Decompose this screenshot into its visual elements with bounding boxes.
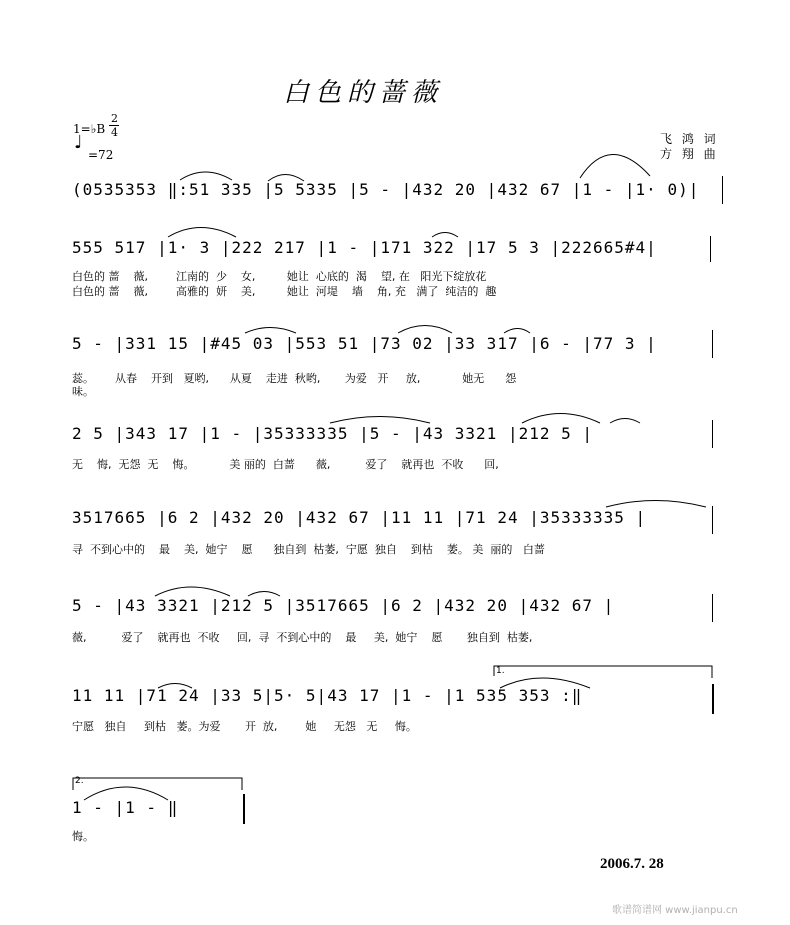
barline [712, 330, 713, 358]
slur [248, 592, 280, 597]
quarter-note-icon: ♩ [74, 132, 83, 153]
slur [610, 419, 640, 424]
barline [722, 176, 723, 204]
slur [500, 678, 590, 688]
slur [84, 787, 168, 800]
lyric-verse-1: 寻 不到心中的 最 美, 她宁 愿 独自到 枯萎, 宁愿 独自 到枯 萎。 美 丽的 白蔷 [72, 543, 545, 556]
slur [245, 328, 296, 334]
date-stamp: 2006.7. 28 [600, 856, 664, 872]
slur [398, 326, 452, 334]
lyric-verse-1: 无 悔, 无怨 无 悔。 美 丽的 白蔷 薇, 爱了 就再也 不收 回, [72, 458, 499, 471]
song-title: 白色的蔷薇 [283, 78, 444, 108]
volta-2-bracket [73, 778, 242, 790]
volta-1-label: 1. [496, 666, 505, 676]
slur [180, 172, 232, 180]
slur [606, 501, 706, 508]
barline [712, 594, 713, 622]
lyric-verse-2: 白色的 蔷 薇, 高雅的 妍 美, 她让 河堤 墙 角, 充 满了 纯洁的 趣 [72, 285, 497, 298]
time-signature-bottom: 4 [111, 126, 118, 139]
notation-row: 5 - |43 3321 |212 5 |3517665 |6 2 |432 20 |432 67 | [72, 596, 615, 615]
final-repeat-barline [712, 684, 714, 714]
lyric-verse-1: 宁愿 独自 到枯 萎。为爱 开 放, 她 无怨 无 悔。 [72, 720, 417, 733]
lyric-verse-1: 白色的 蔷 薇, 江南的 少 女, 她让 心底的 渴 望, 在 阳光下绽放花 [72, 270, 487, 283]
barline [710, 236, 711, 262]
notation-row: 1 - |1 - ‖ [72, 798, 179, 817]
notation-row: 2 5 |343 17 |1 - |35333335 |5 - |43 3321 |212 5 | [72, 424, 594, 443]
slur [158, 684, 192, 689]
notation-row: 11 11 |71 24 |33 5|5· 5|43 17 |1 - |1 535 353 :‖ [72, 686, 583, 705]
lyric-verse-1: 薇, 爱了 就再也 不收 回, 寻 不到心中的 最 美, 她宁 愿 独自到 枯萎, [72, 631, 533, 644]
slur [168, 228, 236, 238]
slur [580, 154, 650, 178]
notation-row: 5 - |331 15 |#45 03 |553 51 |73 02 |33 317 |6 - |77 3 | [72, 334, 657, 353]
lyric-verse-1: 蕊。 从春 开到 夏哟, 从夏 走进 秋哟, 为爱 开 放, 她无 怨 [72, 372, 517, 385]
barline [712, 420, 713, 448]
slur [522, 414, 600, 424]
slur [155, 587, 230, 596]
notation-row: 555 517 |1· 3 |222 217 |1 - |171 322 |17 5 3 |222665#4| [72, 238, 657, 257]
watermark: 歌谱简谱网 www.jianpu.cn [612, 905, 738, 916]
lyric-verse-2: 味。 [72, 385, 94, 398]
key-label: 1=♭B [73, 122, 106, 136]
time-signature-top: 2 [111, 112, 118, 125]
volta-2-label: 2. [75, 776, 84, 786]
slur [504, 329, 530, 334]
notation-row: (0535353 ‖:51 335 |5 5335 |5 - |432 20 |432 67 |1 - |1· 0)| [72, 180, 700, 199]
notation-row: 3517665 |6 2 |432 20 |432 67 |11 11 |71 24 |35333335 | [72, 508, 647, 527]
slur [432, 233, 458, 238]
lyricist-credit: 飞 鸿 词 [660, 132, 719, 146]
volta-1-bracket [494, 666, 712, 678]
slur [268, 175, 304, 182]
final-barline [243, 794, 245, 824]
lyric-verse-1: 悔。 [72, 830, 94, 843]
barline [712, 506, 713, 534]
composer-credit: 方 翔 曲 [660, 147, 719, 161]
slur [330, 417, 430, 424]
tempo-value: =72 [88, 148, 114, 162]
